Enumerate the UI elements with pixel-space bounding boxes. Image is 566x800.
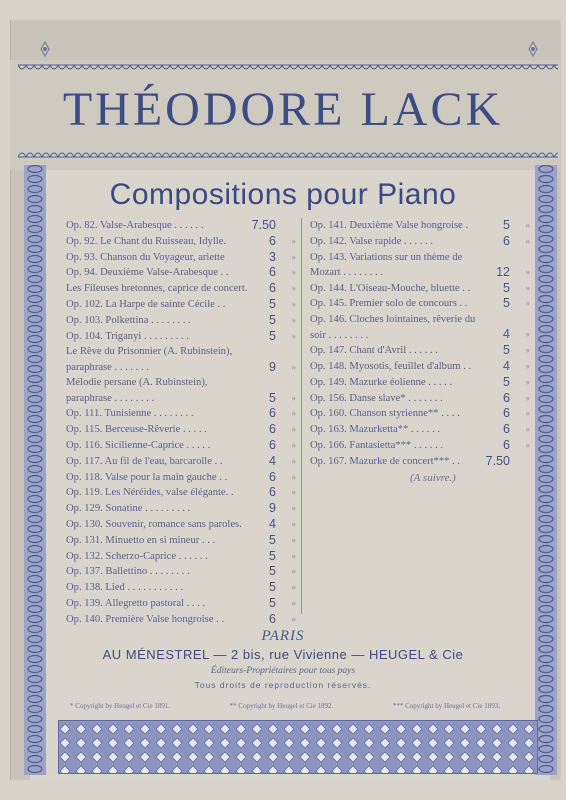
price-mark: » bbox=[291, 613, 296, 624]
catalog-entry bbox=[66, 218, 296, 234]
work-title: Op. 137. Ballettino . . . . . . . . bbox=[66, 566, 190, 578]
price-mark: » bbox=[291, 408, 296, 419]
work-title: Op. 117. Au fil de l'eau, barcarolle . . bbox=[66, 455, 223, 467]
rights-notice: Tous droits de reproduction réservés. bbox=[194, 680, 372, 690]
work-title: Op. 94. Deuxième Valse-Arabesque . . bbox=[66, 267, 229, 279]
price-mark: » bbox=[291, 550, 296, 561]
work-title: Op. 103. Polkettina . . . . . . . . bbox=[66, 314, 191, 326]
work-price: 5 bbox=[503, 374, 510, 389]
catalog-entry bbox=[66, 501, 296, 517]
work-price: 7.50 bbox=[251, 218, 276, 232]
price-mark: » bbox=[291, 439, 296, 450]
corner-ornament-left bbox=[34, 40, 56, 58]
work-price: 6 bbox=[269, 469, 276, 484]
catalog-entry bbox=[66, 313, 296, 329]
catalog-entry bbox=[66, 596, 296, 612]
price-mark: » bbox=[525, 439, 530, 450]
price-mark: » bbox=[525, 235, 530, 246]
work-price: 6 bbox=[503, 406, 510, 421]
price-mark: » bbox=[291, 235, 296, 246]
catalog-entry bbox=[66, 454, 296, 470]
price-mark: » bbox=[291, 487, 296, 498]
work-price: 5 bbox=[503, 280, 510, 295]
price-mark: » bbox=[525, 298, 530, 309]
work-title: Op. 140. Première Valse hongroise . . bbox=[66, 613, 225, 625]
catalog-entry bbox=[310, 422, 530, 438]
work-price: 12 bbox=[496, 264, 510, 279]
work-title: Op. 160. Chanson styrienne** . . . . bbox=[310, 408, 460, 420]
work-price: 9 bbox=[269, 359, 276, 374]
work-price: 6 bbox=[503, 390, 510, 405]
catalog-entry bbox=[66, 281, 296, 297]
work-price: 5 bbox=[269, 296, 276, 311]
catalog-entry bbox=[310, 375, 530, 391]
price-mark: » bbox=[291, 298, 296, 309]
work-title: Mélodie persane (A. Rubinstein), paraphrase . . . . . . . . bbox=[66, 377, 208, 405]
work-title: Op. 156. Danse slave* . . . . . . . bbox=[310, 392, 443, 404]
catalog-entry bbox=[310, 250, 530, 281]
work-price: 4 bbox=[503, 358, 510, 373]
work-price: 6 bbox=[503, 437, 510, 452]
work-title: Op. 146. Cloches lointaines, rêverie du soir . . . . . . . . bbox=[310, 314, 476, 341]
copyright-note: ** Copyright by Heugel et Cie 1892. bbox=[229, 702, 334, 710]
catalog-entry bbox=[66, 329, 296, 345]
catalog-entry bbox=[310, 234, 530, 250]
work-title: Op. 132. Scherzo-Caprice . . . . . . bbox=[66, 550, 208, 562]
work-title: Op. 119. Les Néréides, valse élégante. . bbox=[66, 487, 234, 499]
copyright-note: * Copyright by Heugel et Cie 1891. bbox=[70, 702, 171, 710]
price-mark: » bbox=[525, 408, 530, 419]
work-title: Op. 82. Valse-Arabesque . . . . . . bbox=[66, 220, 204, 231]
catalog-entry bbox=[66, 422, 296, 438]
work-price: 6 bbox=[269, 437, 276, 452]
work-title: Op. 147. Chant d'Avril . . . . . . bbox=[310, 345, 438, 357]
price-mark: » bbox=[525, 424, 530, 435]
work-price: 5 bbox=[269, 580, 276, 595]
work-price: 5 bbox=[503, 343, 510, 358]
price-mark: » bbox=[291, 566, 296, 577]
catalog-entry bbox=[310, 218, 530, 234]
column-divider bbox=[301, 218, 302, 614]
work-price: 6 bbox=[269, 265, 276, 280]
price-mark: » bbox=[525, 266, 530, 277]
copyright-notes bbox=[70, 702, 500, 710]
work-price: 6 bbox=[269, 485, 276, 500]
price-mark: » bbox=[291, 283, 296, 294]
work-title: Op. 130. Souvenir, romance sans paroles. bbox=[66, 518, 242, 530]
work-price: 6 bbox=[269, 233, 276, 248]
work-title: Op. 144. L'Oiseau-Mouche, bluette . . bbox=[310, 282, 471, 294]
catalog-entry bbox=[66, 485, 296, 501]
price-mark: » bbox=[291, 314, 296, 325]
catalog-entry bbox=[66, 438, 296, 454]
work-title: Les Fileuses bretonnes, caprice de concert. bbox=[66, 283, 248, 295]
price-mark: » bbox=[291, 582, 296, 593]
catalog-entry bbox=[66, 580, 296, 596]
work-price: 5 bbox=[269, 328, 276, 343]
work-price: 5 bbox=[269, 564, 276, 579]
works-list-right bbox=[310, 218, 530, 470]
catalog-heading: Compositions pour Piano bbox=[109, 178, 457, 211]
catalog-entry bbox=[66, 517, 296, 533]
catalog-entry bbox=[66, 250, 296, 266]
work-price: 5 bbox=[503, 296, 510, 311]
work-title: Op. 166. Fantasietta*** . . . . . . bbox=[310, 439, 443, 451]
work-title: Le Rêve du Prisonnier (A. Rubinstein), paraphrase . . . . . . . bbox=[66, 346, 233, 374]
decorative-bottom-band bbox=[58, 720, 538, 774]
catalog-entry bbox=[66, 344, 296, 375]
continued-note: (A suivre.) bbox=[410, 472, 456, 484]
price-mark: » bbox=[525, 282, 530, 293]
catalog-entry bbox=[310, 281, 530, 297]
work-price: 5 bbox=[269, 595, 276, 610]
publisher-address: AU MÉNESTREL — 2 bis, rue Vivienne — HEUGEL & Cie bbox=[102, 647, 464, 662]
work-title: Op. 149. Mazurke éolienne . . . . . bbox=[310, 376, 453, 388]
catalog-entry bbox=[66, 612, 296, 628]
work-price: 6 bbox=[269, 406, 276, 421]
work-title: Op. 93. Chanson du Voyageur, ariette bbox=[66, 251, 225, 263]
price-mark: » bbox=[525, 392, 530, 403]
price-mark: » bbox=[291, 424, 296, 435]
work-price: 5 bbox=[269, 532, 276, 547]
corner-ornament-right bbox=[522, 40, 544, 58]
copyright-note: *** Copyright by Heugel et Cie 1893. bbox=[392, 702, 500, 710]
work-price: 7.50 bbox=[485, 453, 510, 468]
catalog-entry bbox=[66, 564, 296, 580]
price-mark: » bbox=[291, 251, 296, 262]
price-mark: » bbox=[525, 360, 530, 371]
price-mark: » bbox=[291, 392, 296, 403]
composer-name: THÉODORE LACK bbox=[62, 83, 504, 136]
price-mark: » bbox=[291, 597, 296, 608]
work-title: Op. 111. Tunisienne . . . . . . . . bbox=[66, 408, 194, 420]
price-mark: » bbox=[291, 361, 296, 372]
catalog-entry bbox=[66, 234, 296, 250]
catalog-entry bbox=[310, 312, 530, 343]
catalog-entry bbox=[310, 296, 530, 312]
work-price: 6 bbox=[503, 233, 510, 248]
catalog-entry bbox=[66, 375, 296, 406]
catalog-entry bbox=[66, 470, 296, 486]
work-title: Op. 139. Allegretto pastoral . . . . bbox=[66, 597, 206, 609]
work-title: Op. 142. Valse rapide . . . . . . bbox=[310, 235, 434, 247]
city: PARIS bbox=[261, 628, 305, 644]
price-mark: » bbox=[291, 455, 296, 466]
work-title: Op. 104. Triganyi . . . . . . . . . bbox=[66, 330, 190, 342]
price-mark: » bbox=[291, 534, 296, 545]
work-title: Op. 148. Myosotis, feuillet d'album . . bbox=[310, 360, 472, 372]
decorative-border-bottom bbox=[18, 148, 558, 158]
price-mark: » bbox=[525, 345, 530, 356]
work-price: 4 bbox=[503, 327, 510, 342]
price-mark: » bbox=[525, 220, 530, 230]
catalog-entry bbox=[66, 406, 296, 422]
catalog-entry bbox=[66, 549, 296, 565]
work-price: 6 bbox=[269, 422, 276, 437]
catalog-entry bbox=[66, 297, 296, 313]
price-mark: » bbox=[291, 330, 296, 341]
work-price: 5 bbox=[269, 390, 276, 405]
editors-note: Éditeurs-Propriétaires pour tous pays bbox=[210, 666, 356, 676]
catalog-entry bbox=[66, 533, 296, 549]
work-title: Op. 115. Berceuse-Rêverie . . . . . bbox=[66, 424, 207, 436]
work-title: Op. 141. Deuxième Valse hongroise . bbox=[310, 220, 469, 231]
work-title: Op. 145. Premier solo de concours . . bbox=[310, 298, 468, 310]
work-price: 5 bbox=[269, 312, 276, 327]
work-price: 6 bbox=[269, 281, 276, 296]
work-price: 9 bbox=[269, 501, 276, 516]
work-title: Op. 143. Variations sur un thème de Mozart . . . . . . . . bbox=[310, 251, 463, 279]
catalog-entry bbox=[310, 391, 530, 407]
catalog-entry bbox=[310, 359, 530, 375]
price-mark: » bbox=[291, 518, 296, 529]
work-title: Op. 92. Le Chant du Ruisseau, Idylle. bbox=[66, 235, 227, 247]
work-title: Op. 138. Lied . . . . . . . . . . . bbox=[66, 582, 184, 594]
work-price: 5 bbox=[269, 548, 276, 563]
decorative-border-top bbox=[18, 64, 558, 74]
price-mark: » bbox=[291, 503, 296, 514]
work-title: Op. 129. Sonatine . . . . . . . . . bbox=[66, 503, 191, 515]
work-title: Op. 118. Valse pour la main gauche . . bbox=[66, 471, 228, 483]
work-price: 3 bbox=[269, 249, 276, 264]
price-mark: » bbox=[525, 329, 530, 340]
catalog-entry bbox=[66, 265, 296, 281]
price-mark: » bbox=[291, 471, 296, 482]
work-price: 6 bbox=[269, 611, 276, 626]
works-list-left bbox=[66, 218, 296, 628]
work-price: 5 bbox=[503, 218, 510, 232]
catalog-entry bbox=[310, 406, 530, 422]
catalog-entry bbox=[310, 438, 530, 454]
price-mark: » bbox=[525, 376, 530, 387]
work-price: 4 bbox=[269, 453, 276, 468]
catalog-entry bbox=[310, 343, 530, 359]
work-price: 6 bbox=[503, 422, 510, 437]
work-price: 4 bbox=[269, 516, 276, 531]
work-title: Op. 163. Mazurketta** . . . . . . bbox=[310, 424, 441, 436]
work-title: Op. 167. Mazurke de concert*** . . bbox=[310, 455, 461, 467]
work-title: Op. 116. Sicilienne-Caprice . . . . . bbox=[66, 439, 211, 451]
price-mark: » bbox=[291, 267, 296, 278]
work-title: Op. 102. La Harpe de sainte Cécile . . bbox=[66, 298, 226, 310]
work-title: Op. 131. Minuetto en si mineur . . . bbox=[66, 534, 216, 546]
catalog-entry bbox=[310, 454, 530, 470]
